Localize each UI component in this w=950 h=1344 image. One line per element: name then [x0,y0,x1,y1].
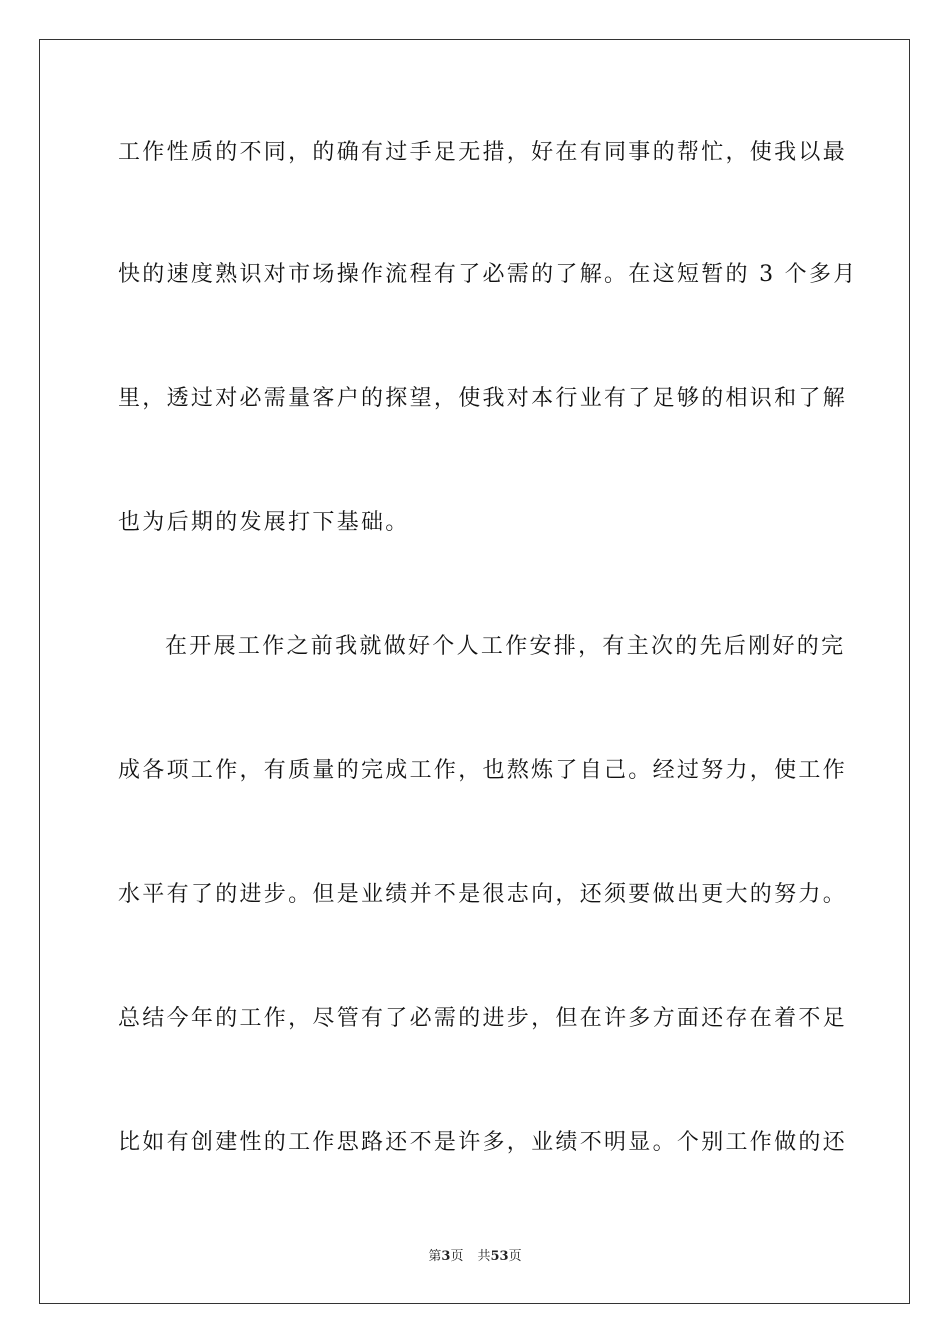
footer-total-prefix: 共 [477,1249,491,1264]
body-line-7: 水平有了的进步。但是业绩并不是很志向，还须要做出更大的努力。 [118,882,848,907]
body-line-9: 比如有创建性的工作思路还不是许多，业绩不明显。个别工作做的还 [118,1130,848,1155]
body-line-2: 快的速度熟识对市场操作流程有了必需的了解。在这短暂的 3 个多月 [118,262,858,287]
footer-total-suffix: 页 [508,1249,522,1264]
body-line-6: 成各项工作，有质量的完成工作，也熬炼了自己。经过努力，使工作 [118,758,848,783]
body-line-1: 工作性质的不同，的确有过手足无措，好在有同事的帮忙，使我以最 [118,140,848,165]
page-border [39,39,910,1304]
footer-page-prefix: 第 [428,1249,442,1264]
page-footer [0,1248,950,1266]
footer-page-suffix: 页 [450,1249,464,1264]
footer-page-number: 3 [441,1249,451,1264]
body-line-4: 也为后期的发展打下基础。 [118,510,410,535]
body-line-3: 里，透过对必需量客户的探望，使我对本行业有了足够的相识和了解 [118,386,848,411]
body-line-5: 在开展工作之前我就做好个人工作安排，有主次的先后刚好的完 [165,634,846,659]
footer-total-pages: 53 [490,1249,509,1264]
body-line-8: 总结今年的工作，尽管有了必需的进步，但在许多方面还存在着不足 [118,1006,848,1031]
